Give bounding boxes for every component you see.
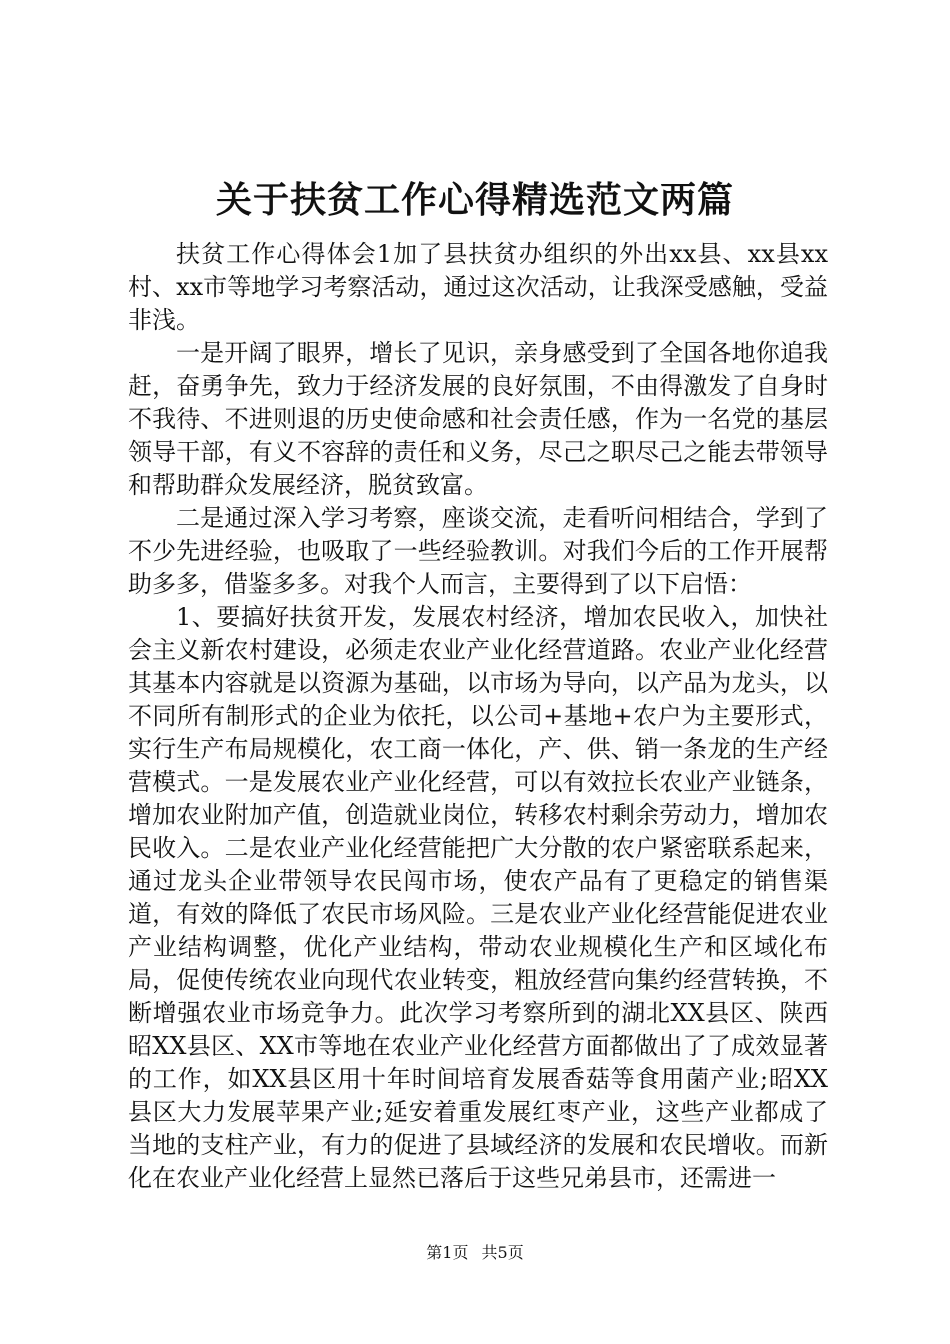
document-body (128, 238, 828, 1195)
document-title: 关于扶贫工作心得精选范文两篇 (215, 179, 734, 221)
paragraph: 扶贫工作心得体会1加了县扶贫办组织的外出xx县、xx县xx村、xx市等地学习考察活动，通过这次活动，让我深受感触，受益非浅。 (128, 240, 828, 334)
paragraph: 1、要搞好扶贫开发，发展农村经济，增加农民收入，加快社会主义新农村建设，必须走农业产业化经营道路。农业产业化经营其基本内容就是以资源为基础，以市场为导向，以产品为龙头，以不同所有制形式的企业为依托，以公司+基地+农户为主要形式，实行生产布局规模化，农工商一体化，产、供、销一条龙的生产经营模式。一是发展农业产业化经营，可以有效拉长农业产业链条，增加农业附加产值，创造就业岗位，转移农村剩余劳动力，增加农民收入。二是农业产业化经营能把广大分散的农户紧密联系起来，通过龙头企业带领导农民闯市场，使农产品有了更稳定的销售渠道，有效的降低了农民市场风险。三是农业产业化经营能促进农业产业结构调整，优化产业结构，带动农业规模化生产和区域化布局，促使传统农业向现代农业转变，粗放经营向集约经营转换，不断增强农业市场竞争力。此次学习考察所到的湖北XX县区、陕西昭XX县区、XX市等地在农业产业化经营方面都做出了了成效显著的工作，如XX县区用十年时间培育发展香菇等食用菌产业;昭XX县区大力发展苹果产业;延安着重发展红枣产业，这些产业都成了当地的支柱产业，有力的促进了县域经济的发展和农民增收。而新化在农业产业化经营上显然已落后于这些兄弟县市，还需进一 (128, 603, 828, 1192)
paragraph: 二是通过深入学习考察，座谈交流，走看听问相结合，学到了不少先进经验，也吸取了一些经验教训。对我们今后的工作开展帮助多多，借鉴多多。对我个人而言，主要得到了以下启悟： (128, 504, 828, 598)
page-total: 共5页 (481, 1243, 524, 1262)
paragraph: 一是开阔了眼界，增长了见识，亲身感受到了全国各地你追我赶，奋勇争先，致力于经济发展的良好氛围，不由得激发了自身时不我待、不进则退的历史使命感和社会责任感，作为一名党的基层领导干部，有义不容辞的责任和义务，尽己之职尽己之能去带领导和帮助群众发展经济，脱贫致富。 (128, 339, 828, 499)
page-footer (0, 1243, 950, 1263)
page-number: 第1页 (426, 1243, 469, 1262)
